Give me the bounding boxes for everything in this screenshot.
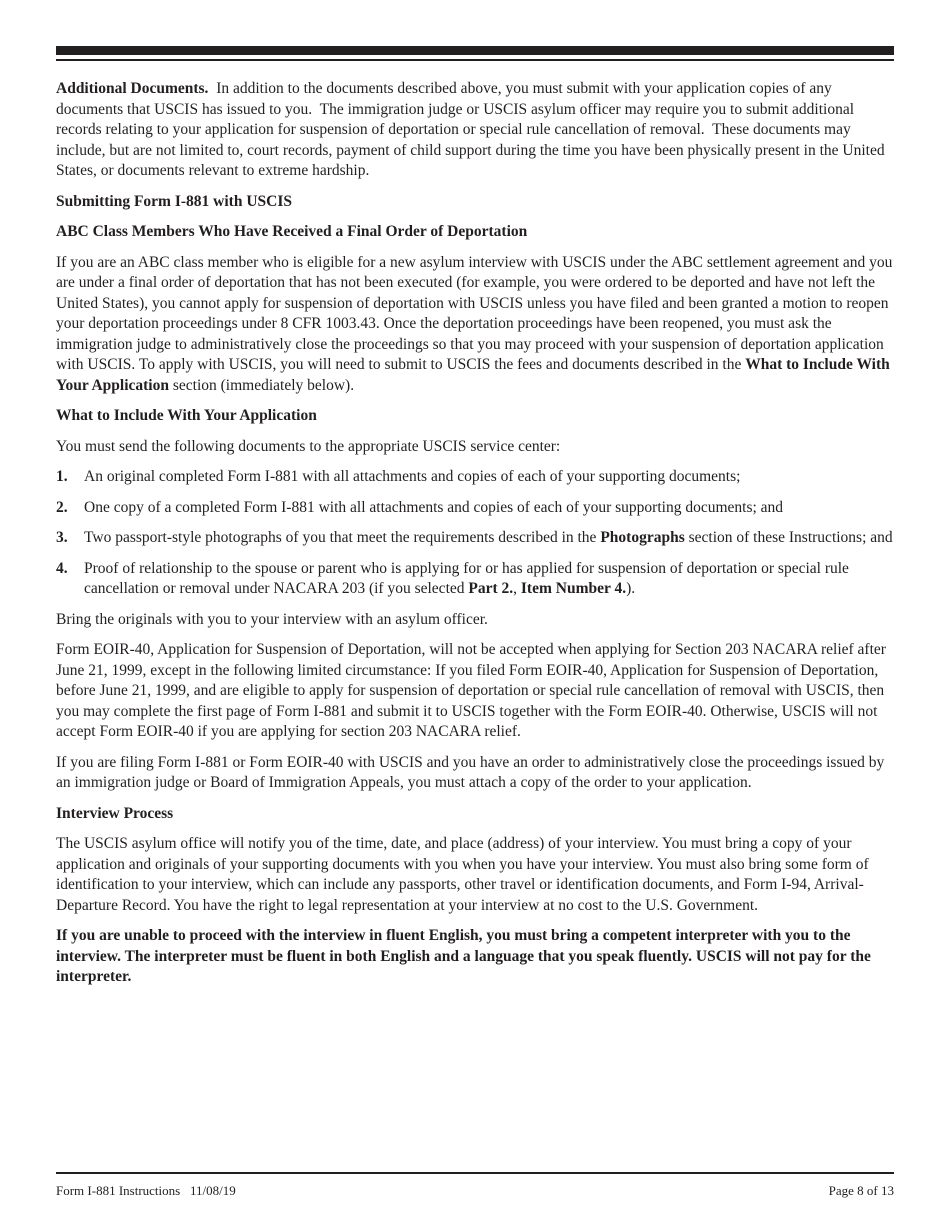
list-item-text-bold: Photographs — [600, 529, 685, 546]
footer-rule — [56, 1172, 894, 1174]
list-item-text-bold-part: Part 2. — [468, 580, 514, 597]
list-item-text-after: ). — [626, 580, 636, 597]
interview-paragraph: The USCIS asylum office will notify you of the time, date, and place (address) of your interview. You must bring a copy of your application and originals of your supporting documents with you when you have your interview. You must also bring some form of identification to your interview, which can include any passports, other travel or identification documents, and Form I-94, Arrival-Departure Record. You have the right to legal representation at your interview at no cost to the U.S. Government. — [56, 835, 869, 914]
header-thick-rule — [56, 46, 894, 55]
include-intro: You must send the following documents to the appropriate USCIS service center: — [56, 437, 561, 455]
footer-page-number: Page 8 of 13 — [828, 1183, 894, 1198]
list-item-text: An original completed Form I-881 with all attachments and copies of each of your supporting documents; — [84, 468, 741, 485]
eoir-paragraph: Form EOIR-40, Application for Suspension of Deportation, will not be accepted when applying for Section 203 NACARA relief after June 21, 1999, except in the following limited circumstance: If you filed Form EOIR-40, Application for Suspension of Deportation, before June 21, 1999, and are eligible to apply for suspension of deportation or special rule cancellation of removal with USCIS, then you may complete the first page of Form I-881 and submit it to USCIS together with the Form EOIR-40. Otherwise, USCIS will not accept Form EOIR-40 if you are applying for section 203 NACARA relief. — [56, 641, 886, 740]
list-item — [56, 498, 894, 519]
abc-text-bold: What to Include With Your Application — [56, 356, 890, 394]
heading-interview-process: Interview Process — [56, 804, 174, 822]
list-item-text: One copy of a completed Form I-881 with all attachments and copies of each of your supporting documents; and — [84, 498, 784, 516]
list-item — [56, 528, 894, 549]
document-list — [56, 467, 894, 600]
header-thin-rule — [56, 59, 894, 61]
additional-documents-label: Additional Documents. — [56, 80, 209, 97]
list-item-text-before: Two passport-style photographs of you that meet the requirements described in the — [84, 529, 601, 546]
abc-text-after: section (immediately below). — [168, 376, 355, 394]
list-item-text-before: Proof of relationship to the spouse or parent who is applying for or has applied for suspension of deportation or special rule cancellation or removal under NACARA 203 (if you selected — [84, 559, 849, 597]
list-item-number: 4. — [56, 559, 68, 577]
list-item-text-bold-item: Item Number 4. — [520, 580, 627, 597]
heading-submitting: Submitting Form I-881 with USCIS — [56, 192, 292, 210]
list-item-number: 1. — [56, 468, 68, 485]
list-item — [56, 467, 894, 488]
list-item-text-after: section of these Instructions; and — [684, 529, 893, 546]
additional-documents-paragraph — [56, 79, 894, 182]
footer-form-name: Form I-881 Instructions 11/08/19 — [56, 1183, 236, 1198]
heading-abc-class: ABC Class Members Who Have Received a Final Order of Deportation — [56, 223, 528, 240]
interpreter-paragraph: If you are unable to proceed with the interview in fluent English, you must bring a competent interpreter with you to the interview. The interpreter must be fluent in both English and a language that you speak fluently. USCIS will not pay for the interpreter. — [56, 927, 871, 985]
heading-what-to-include: What to Include With Your Application — [56, 407, 317, 424]
filing-paragraph: If you are filing Form I-881 or Form EOIR-40 with USCIS and you have an order to administratively close the proceedings issued by an immigration judge or Board of Immigration Appeals, you must attach a copy of the order to your application. — [56, 753, 885, 791]
list-item-text-mid: , — [513, 580, 521, 597]
document-body — [56, 79, 894, 998]
abc-paragraph — [56, 253, 894, 397]
list-item-number: 2. — [56, 498, 68, 516]
list-item-number: 3. — [56, 529, 68, 546]
bring-originals-paragraph: Bring the originals with you to your interview with an asylum officer. — [56, 610, 488, 628]
abc-text-before: If you are an ABC class member who is eligible for a new asylum interview with USCIS under the ABC settlement agreement and you are under a final order of deportation that has not been executed (for example, you were ordered to be deported and have not left the United States), you cannot apply for suspension of deportation with USCIS unless you have filed and been granted a motion to reopen your deportation proceedings under 8 CFR 1003.43. Once the deportation proceedings have been reopened, you must ask the immigration judge to administratively close the proceedings so that you may proceed with your suspension of deportation application with USCIS. To apply with USCIS, you will need to submit to USCIS the fees and documents described in the — [56, 253, 893, 373]
additional-documents-text: In addition to the documents described above, you must submit with your application copies of any documents that USCIS has issued to you. The immigration judge or USCIS asylum officer may require you to submit additional records relating to your application for suspension of deportation or special rule cancellation of removal. These documents may include, but are not limited to, court records, payment of child support during the time you have been physically present in the United States, or documents relevant to extreme hardship. — [56, 80, 889, 179]
list-item — [56, 559, 894, 600]
